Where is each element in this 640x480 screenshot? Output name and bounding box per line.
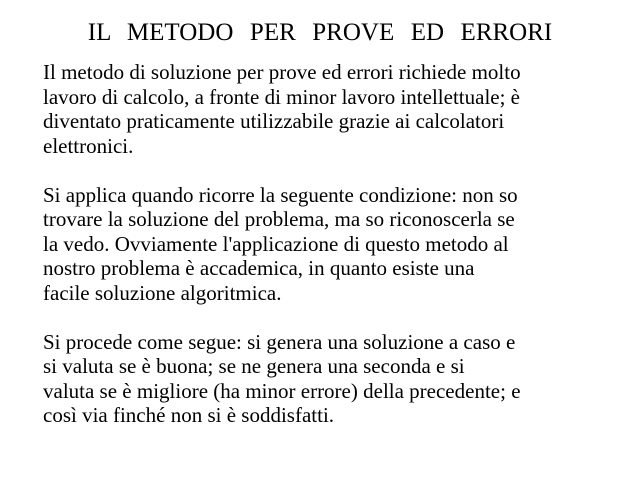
paragraph-line: lavoro di calcolo, a fronte di minor lavoro intellettuale; è: [43, 84, 521, 109]
paragraph-intro: [43, 60, 603, 158]
paragraph-line: elettronici.: [43, 133, 134, 158]
paragraph-line: diventato praticamente utilizzabile grazie ai calcolatori: [43, 109, 505, 133]
paragraph-line: facile soluzione algoritmica.: [43, 280, 282, 305]
slide-title: IL METODO PER PROVE ED ERRORI: [87, 19, 553, 46]
slide-body: [43, 60, 603, 452]
paragraph-line: così via finché non si è soddisfatti.: [43, 403, 335, 427]
paragraph-line: Si applica quando ricorre la seguente condizione: non so: [43, 182, 518, 207]
paragraph-line: Si procede come segue: si genera una soluzione a caso e: [43, 329, 516, 354]
paragraph-line: si valuta se è buona; se ne genera una seconda e si: [43, 354, 465, 378]
paragraph-line: la vedo. Ovviamente l'applicazione di questo metodo al: [43, 231, 509, 256]
paragraph-line: nostro problema è accademica, in quanto esiste una: [43, 256, 475, 280]
paragraph-procedure: [43, 330, 603, 428]
paragraph-condition: [43, 183, 603, 306]
paragraph-line: trovare la soluzione del problema, ma so riconoscerla se: [43, 207, 515, 231]
paragraph-line: valuta se è migliore (ha minor errore) della precedente; e: [43, 378, 521, 403]
paragraph-line: Il metodo di soluzione per prove ed errori richiede molto: [43, 60, 521, 84]
